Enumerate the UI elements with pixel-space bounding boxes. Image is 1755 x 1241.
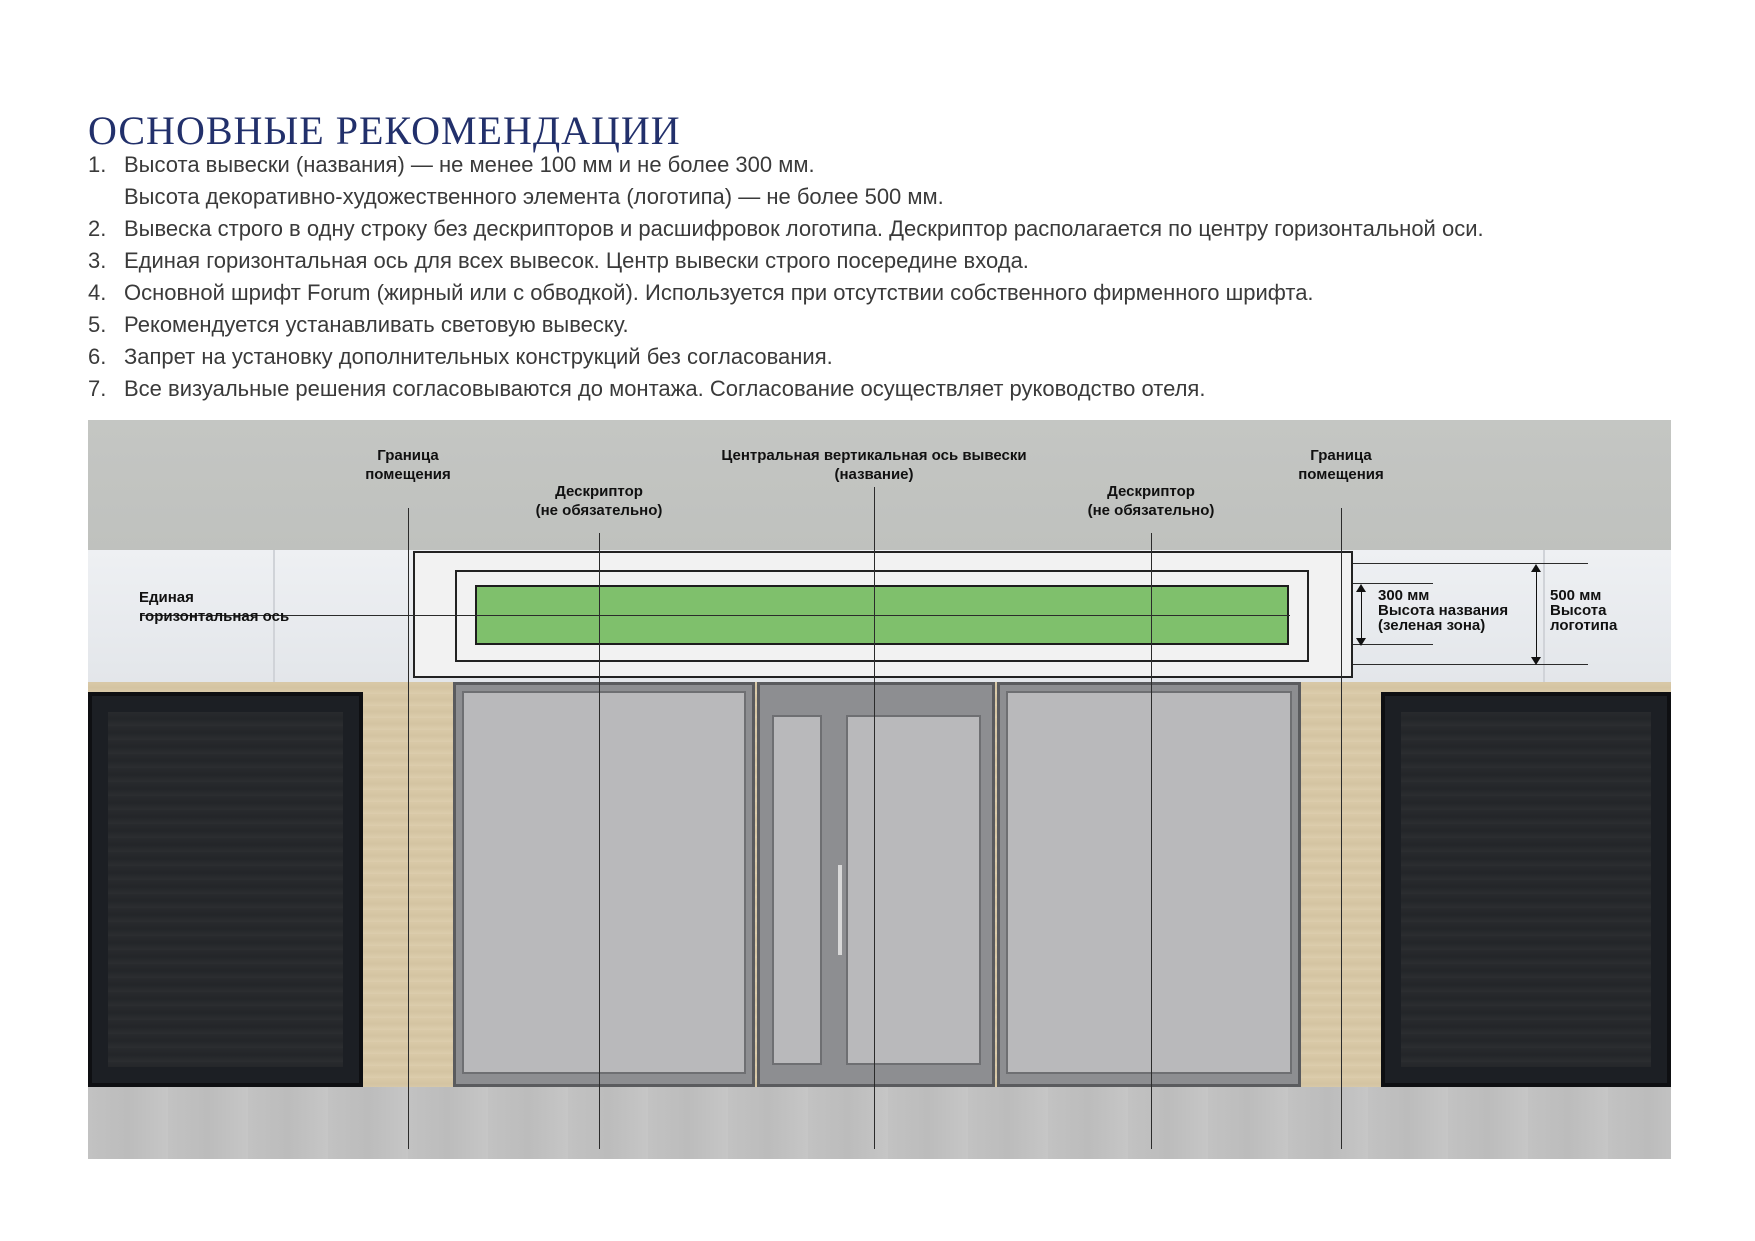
- label-border-right: Граница помещения: [1298, 447, 1384, 483]
- page-title: ОСНОВНЫЕ РЕКОМЕНДАЦИИ: [88, 107, 681, 153]
- label-horizontal-axis: Единая горизонтальная ось: [139, 589, 290, 625]
- right-border-line: [1341, 508, 1342, 1149]
- left-glass-panel: [453, 682, 755, 1087]
- recommendation-number: 4.: [88, 280, 107, 305]
- label-logo-height: 500 мм Высота логотипа: [1550, 587, 1618, 634]
- right-dark-window: [1381, 692, 1671, 1087]
- center-axis-line: [874, 487, 875, 1149]
- recommendation-text: Рекомендуется устанавливать световую вывеску.: [124, 312, 629, 337]
- recommendation-text: Запрет на установку дополнительных конструкций без согласования.: [124, 344, 833, 369]
- left-border-line: [408, 508, 409, 1149]
- recommendation-text: Основной шрифт Forum (жирный или с обводкой). Используется при отсутствии собственного фирменного шрифта.: [124, 280, 1314, 305]
- recommendation-number: 3.: [88, 248, 107, 273]
- horizontal-axis-line: [140, 615, 1290, 616]
- recommendation-number: 5.: [88, 312, 107, 337]
- entrance-door: [757, 682, 995, 1087]
- logo-height-arrow: [1536, 570, 1537, 658]
- recommendation-text: Высота декоративно-художественного элемента (логотипа) — не более 500 мм.: [124, 184, 944, 209]
- label-border-left: Граница помещения: [365, 447, 451, 483]
- arrow-up-icon: [1531, 564, 1541, 572]
- dimension-line: [1353, 664, 1588, 665]
- name-height-arrow: [1361, 590, 1362, 638]
- recommendation-number: 2.: [88, 216, 107, 241]
- right-glass-panel: [997, 682, 1301, 1087]
- label-center-axis: Центральная вертикальная ось вывески (название): [721, 447, 1027, 483]
- recommendation-number: 1.: [88, 152, 107, 177]
- label-descriptor-left: Дескриптор (не обязательно): [535, 483, 663, 519]
- arrow-down-icon: [1356, 638, 1366, 646]
- recommendation-text: Высота вывески (названия) — не менее 100 мм и не более 300 мм.: [124, 152, 815, 177]
- recommendation-text: Все визуальные решения согласовываются до монтажа. Согласование осуществляет руководство отеля.: [124, 376, 1206, 401]
- recommendation-text: Единая горизонтальная ось для всех вывесок. Центр вывески строго посередине входа.: [124, 248, 1029, 273]
- storefront-diagram: [88, 420, 1671, 1159]
- left-descriptor-line: [599, 533, 600, 1149]
- label-descriptor-right: Дескриптор (не обязательно): [1087, 483, 1215, 519]
- upper-wall: [88, 420, 1671, 550]
- recommendation-number: 6.: [88, 344, 107, 369]
- arrow-down-icon: [1531, 657, 1541, 665]
- recommendation-text: Вывеска строго в одну строку без дескрипторов и расшифровок логотипа. Дескриптор располагается по центру горизонтальной оси.: [124, 216, 1484, 241]
- recommendation-number: 7.: [88, 376, 107, 401]
- facade-seam: [1543, 550, 1545, 682]
- label-name-height: 300 мм Высота названия (зеленая зона): [1378, 587, 1509, 634]
- left-dark-window: [88, 692, 363, 1087]
- right-descriptor-line: [1151, 533, 1152, 1149]
- arrow-up-icon: [1356, 584, 1366, 592]
- dimension-line: [1353, 563, 1588, 564]
- pavement: [88, 1087, 1671, 1159]
